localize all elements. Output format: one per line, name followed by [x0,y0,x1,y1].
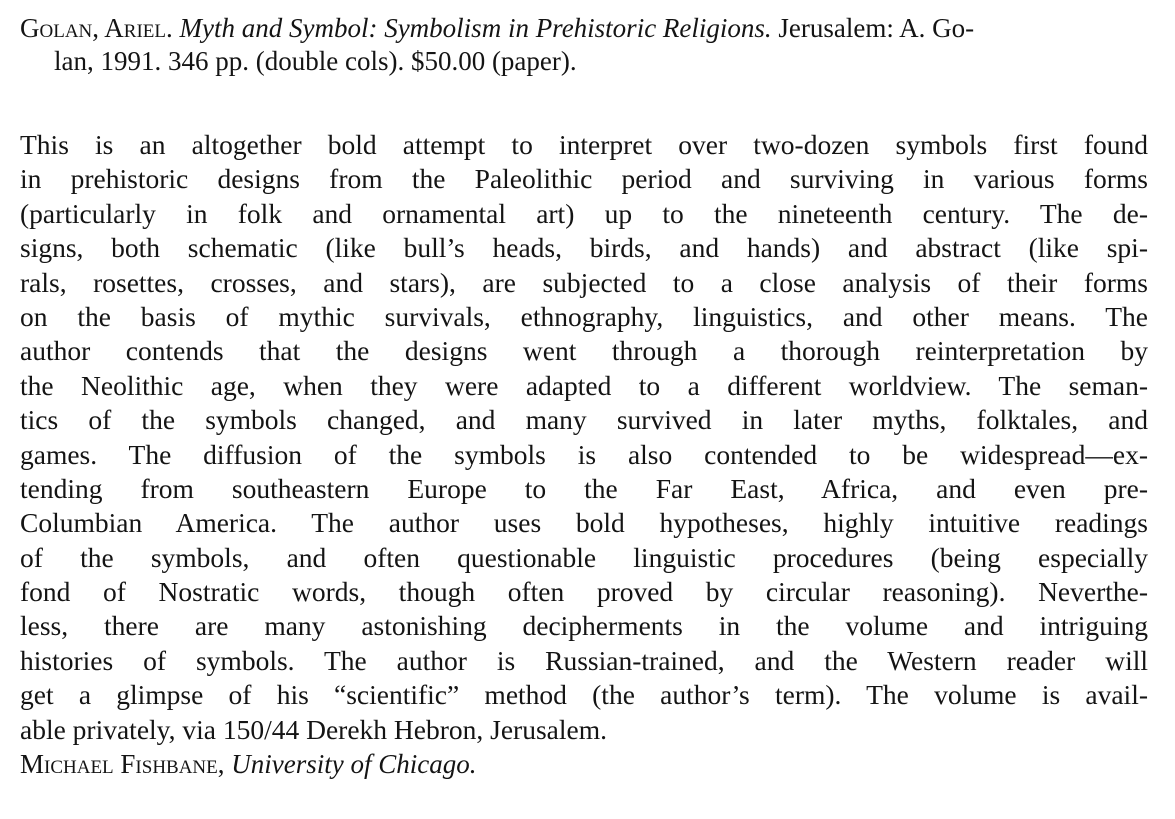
review-line: signs, both schematic (like bull’s heads, birds, and hands) and abstract (like spi- [20,232,1148,264]
reviewer-signature [20,747,1148,781]
citation-title: Myth and Symbol: Symbolism in Prehistoric Religions. [179,13,772,43]
review-line: tics of the symbols changed, and many survived in later myths, folktales, and [20,404,1148,436]
review-line: fond of Nostratic words, though often proved by circular reasoning). Neverthe- [20,576,1148,608]
citation-publication-line1: Jerusalem: A. Go- [778,13,975,43]
review-line-last: able privately, via 150/44 Derekh Hebron, Jerusalem. [20,713,607,745]
review-line: games. The diffusion of the symbols is also contended to be widespread—ex- [20,438,1148,470]
review-line: (particularly in folk and ornamental art) up to the nineteenth century. The de- [20,197,1148,229]
review-line: the Neolithic age, when they were adapted to a different worldview. The seman- [20,369,1148,401]
review-line: on the basis of mythic survivals, ethnography, linguistics, and other means. The [20,300,1148,332]
review-line: tending from southeastern Europe to the Far East, Africa, and even pre- [20,472,1148,504]
reviewer-affiliation: University of Chicago. [231,749,477,780]
reviewer-name: Michael Fishbane, [20,749,225,780]
review-body [20,128,1148,781]
review-line: This is an altogether bold attempt to interpret over two-dozen symbols first found [20,129,1148,160]
review-line: less, there are many astonishing decipherments in the volume and intriguing [20,610,1148,642]
review-line: in prehistoric designs from the Paleolithic period and surviving in various forms [20,163,1148,195]
review-line: Columbian America. The author uses bold hypotheses, highly intuitive readings [20,507,1148,539]
review-line: histories of symbols. The author is Russian-trained, and the Western reader will [20,644,1148,676]
review-line: of the symbols, and often questionable linguistic procedures (being especially [20,541,1148,573]
citation-publication-line2: lan, 1991. 346 pp. (double cols). $50.00 (paper). [54,46,577,76]
citation-author: Golan, Ariel. [20,13,173,43]
review-line: get a glimpse of his “scientific” method (the author’s term). The volume is avail- [20,679,1148,711]
review-page [20,12,1148,781]
review-line: author contends that the designs went through a thorough reinterpretation by [20,335,1148,367]
book-citation [20,12,1148,78]
review-line: rals, rosettes, crosses, and stars), are subjected to a close analysis of their forms [20,266,1148,298]
